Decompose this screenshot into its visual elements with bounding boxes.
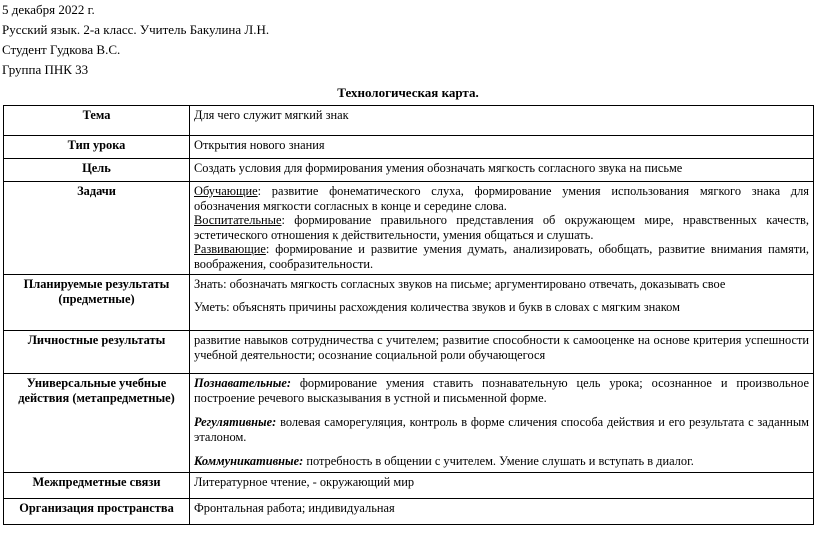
row-label-interdisciplinary: Межпредметные связи: [4, 472, 190, 498]
row-label-goal: Цель: [4, 159, 190, 182]
row-label-lesson-type: Тип урока: [4, 136, 190, 159]
task-upbringing: Воспитательные: формирование правильного представления об окружающем мире, нравственных качеств, эстетического отношения к действительности, умения общаться и слушать.: [194, 213, 809, 242]
lesson-date: 5 декабря 2022 г.: [2, 2, 95, 17]
task-developing: Развивающие: формирование и развитие умения думать, анализировать, обобщать, развитие внимания памяти, воображения, сообразительности.: [194, 242, 809, 271]
row-label-tasks: Задачи: [4, 182, 190, 275]
student-name: Студент Гудкова В.С.: [2, 42, 121, 57]
table-row: [4, 106, 814, 136]
table-row: [4, 374, 814, 473]
uud-cognitive: Познавательные: формирование умения ставить познавательную цель урока; осознанное и произвольное построение речевого высказывания в устной и письменной форме.: [194, 376, 809, 405]
row-label-topic: Тема: [4, 106, 190, 136]
row-label-uud: Универсальные учебные действия (метапредметные): [4, 374, 190, 473]
table-row: [4, 331, 814, 374]
uud-communicative: Коммуникативные: потребность в общении с учителем. Умение слушать и вступать в диалог.: [194, 454, 694, 468]
lesson-subject: Русский язык. 2-а класс. Учитель Бакулина Л.Н.: [2, 22, 270, 37]
table-row: [4, 136, 814, 159]
table-row: [4, 182, 814, 275]
document-title: Технологическая карта.: [337, 85, 479, 100]
row-value-space: Фронтальная работа; индивидуальная: [190, 498, 814, 524]
row-value-lesson-type: Открытия нового знания: [190, 136, 814, 159]
row-value-personal: развитие навыков сотрудничества с учителем; развитие способности к самооценке на основе критерия успешности учебной деятельности; осознание социальной роли обучающегося: [190, 331, 814, 374]
uud-regulatory: Регулятивные: волевая саморегуляция, контроль в форме сличения способа действия и его результата с заданным эталоном.: [194, 415, 809, 444]
table-row: [4, 275, 814, 331]
tech-card-table: [3, 105, 814, 525]
row-value-interdisciplinary: Литературное чтение, - окружающий мир: [190, 472, 814, 498]
table-row: [4, 498, 814, 524]
row-label-space: Организация пространства: [4, 498, 190, 524]
student-group: Группа ПНК 33: [2, 62, 89, 77]
row-value-tasks: [190, 182, 814, 275]
row-value-goal: Создать условия для формирования умения обозначать мягкость согласного звука на письме: [190, 159, 814, 182]
row-value-planned: [190, 275, 814, 331]
planned-can: Уметь: объяснять причины расхождения количества звуков и букв в словах с мягким знаком: [194, 299, 680, 314]
row-label-personal: Личностные результаты: [4, 331, 190, 374]
planned-know: Знать: обозначать мягкость согласных звуков на письме; аргументировано отвечать, доказывать свое: [194, 277, 726, 291]
table-row: [4, 159, 814, 182]
row-label-planned: Планируемые результаты (предметные): [4, 275, 190, 331]
task-teaching: Обучающие: развитие фонематического слуха, формирование умения использования мягкого знака для обозначения мягкости согласных в конце и середине слова.: [194, 184, 809, 213]
row-value-uud: [190, 374, 814, 473]
table-row: [4, 472, 814, 498]
row-value-topic: Для чего служит мягкий знак: [190, 106, 814, 136]
